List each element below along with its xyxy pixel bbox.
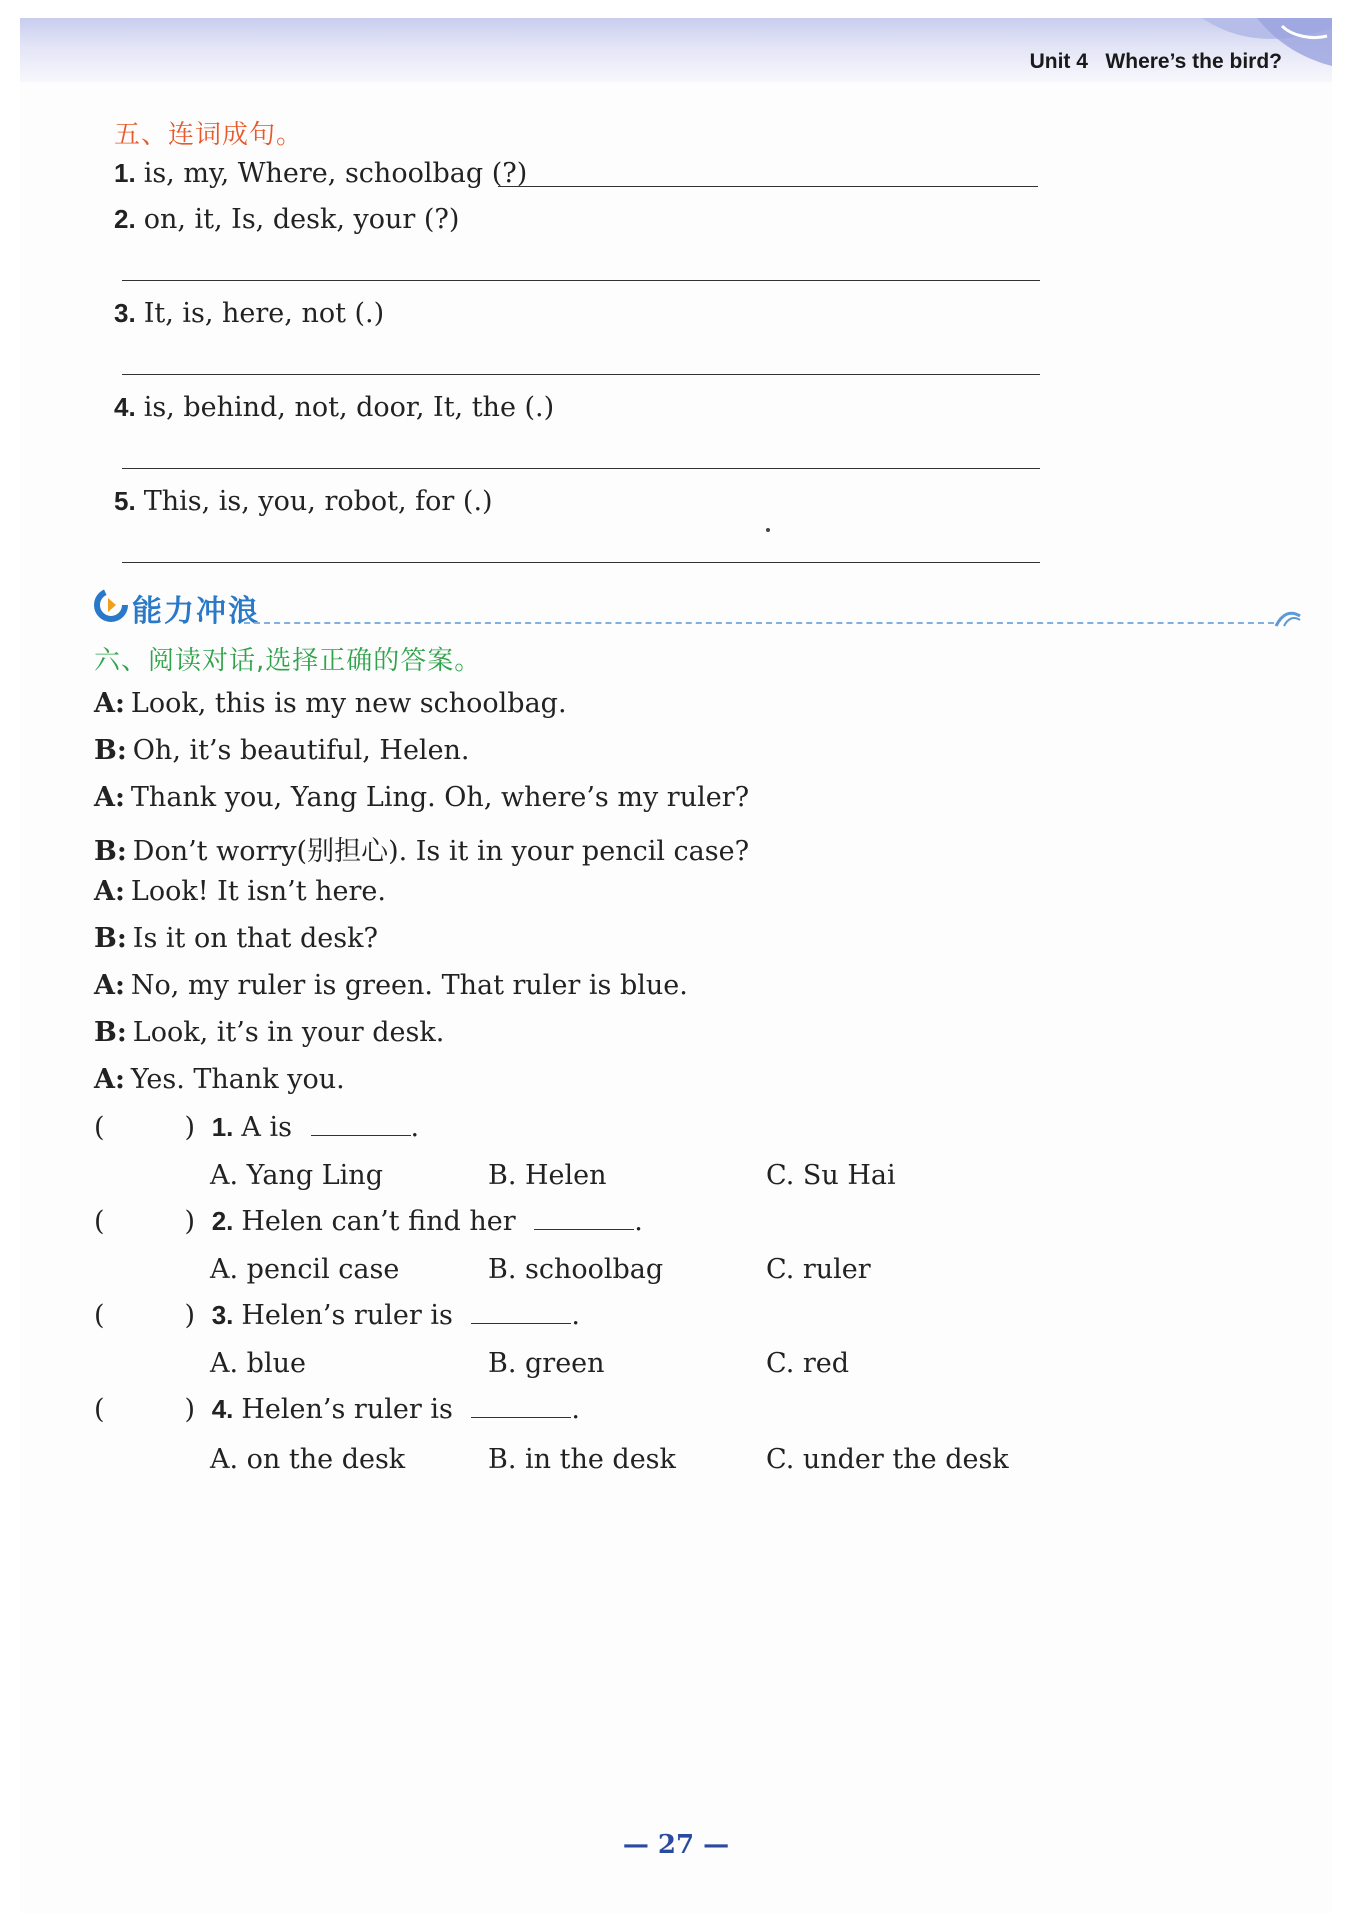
answer-line-3[interactable] xyxy=(122,374,1040,375)
header-band xyxy=(20,18,1332,82)
dialog-text: Look, it’s in your desk. xyxy=(132,1017,445,1048)
option-c[interactable]: C. ruler xyxy=(766,1254,871,1285)
answer-paren-open: ( xyxy=(94,1394,105,1425)
stray-dot xyxy=(766,528,770,532)
question-number: 2. xyxy=(211,1206,234,1236)
item-number: 2. xyxy=(114,204,136,234)
option-b[interactable]: B. in the desk xyxy=(488,1444,676,1475)
ability-surf-label: 能力冲浪 xyxy=(132,594,260,629)
answer-paren-close: ) xyxy=(184,1394,196,1425)
wave-icon xyxy=(1274,608,1302,628)
question-3 xyxy=(94,1300,580,1331)
dialog-text: Look! It isn’t here. xyxy=(130,876,386,907)
dialog-line xyxy=(94,1017,444,1048)
question-stem: Helen’s ruler is xyxy=(241,1300,453,1331)
question-stem: A is xyxy=(241,1112,292,1143)
option-b[interactable]: B. green xyxy=(488,1348,605,1379)
option-b[interactable]: B. schoolbag xyxy=(488,1254,664,1285)
speaker: B: xyxy=(94,836,127,867)
question-end: . xyxy=(410,1112,420,1143)
answer-paren-open: ( xyxy=(94,1206,105,1237)
sentence-item-2 xyxy=(114,204,459,235)
dialog-line xyxy=(94,970,688,1001)
dialog-line xyxy=(94,688,567,719)
speaker: A: xyxy=(94,688,125,719)
speaker: A: xyxy=(94,876,125,907)
question-blank[interactable] xyxy=(311,1113,411,1136)
page-number: — 27 — xyxy=(622,1830,730,1860)
question-end: . xyxy=(571,1394,581,1425)
sentence-item-5 xyxy=(114,486,493,517)
question-4 xyxy=(94,1394,580,1425)
answer-line-4[interactable] xyxy=(122,468,1040,469)
question-end: . xyxy=(571,1300,581,1331)
question-number: 1. xyxy=(211,1112,234,1142)
question-number: 4. xyxy=(211,1394,234,1424)
sentence-item-1 xyxy=(114,158,527,189)
answer-paren-close: ) xyxy=(184,1206,196,1237)
question-blank[interactable] xyxy=(471,1395,571,1418)
answer-line-5[interactable] xyxy=(122,562,1040,563)
dialog-text: Look, this is my new schoolbag. xyxy=(130,688,567,719)
ability-surf-header xyxy=(94,578,1314,638)
sentence-item-3 xyxy=(114,298,384,329)
question-blank[interactable] xyxy=(471,1301,571,1324)
question-1 xyxy=(94,1112,419,1143)
speaker: B: xyxy=(94,735,127,766)
dialog-line xyxy=(94,923,378,954)
dialog-text: Yes. Thank you. xyxy=(130,1064,345,1095)
answer-line-1[interactable] xyxy=(498,186,1038,187)
answer-paren-open: ( xyxy=(94,1112,105,1143)
question-stem: Helen can’t find her xyxy=(241,1206,516,1237)
dialog-text: Don’t worry(别担心). Is it in your pencil case? xyxy=(132,836,750,867)
item-number: 1. xyxy=(114,158,136,188)
option-b[interactable]: B. Helen xyxy=(488,1160,607,1191)
item-number: 5. xyxy=(114,486,136,516)
dialog-line xyxy=(94,1064,345,1095)
dialog-text: Oh, it’s beautiful, Helen. xyxy=(132,735,470,766)
speaker: A: xyxy=(94,782,125,813)
question-number: 3. xyxy=(211,1300,234,1330)
option-a[interactable]: A. Yang Ling xyxy=(210,1160,383,1191)
workbook-page xyxy=(20,18,1332,1913)
dialog-text: No, my ruler is green. That ruler is blue. xyxy=(130,970,688,1001)
unit-title: Unit 4 Where’s the bird? xyxy=(1029,50,1282,73)
question-2 xyxy=(94,1206,643,1237)
dialog-text: Is it on that desk? xyxy=(132,923,378,954)
dialog-line xyxy=(94,876,386,907)
item-words: is, behind, not, door, It, the (.) xyxy=(143,392,555,423)
dashed-divider xyxy=(244,622,1274,624)
speaker: B: xyxy=(94,1017,127,1048)
answer-paren-open: ( xyxy=(94,1300,105,1331)
item-words: It, is, here, not (.) xyxy=(143,298,385,329)
question-blank[interactable] xyxy=(534,1207,634,1230)
option-a[interactable]: A. on the desk xyxy=(210,1444,406,1475)
speaker: B: xyxy=(94,923,127,954)
item-words: This, is, you, robot, for (.) xyxy=(143,486,493,517)
section5-title: 五、连词成句。 xyxy=(114,120,304,150)
option-a[interactable]: A. pencil case xyxy=(210,1254,400,1285)
question-end: . xyxy=(634,1206,643,1237)
speaker: A: xyxy=(94,970,125,1001)
speaker: A: xyxy=(94,1064,125,1095)
question-stem: Helen’s ruler is xyxy=(241,1394,453,1425)
section6-title: 六、阅读对话,选择正确的答案。 xyxy=(94,646,482,676)
item-number: 3. xyxy=(114,298,136,328)
option-a[interactable]: A. blue xyxy=(210,1348,306,1379)
dialog-text: Thank you, Yang Ling. Oh, where’s my ruler? xyxy=(130,782,750,813)
dialog-line xyxy=(94,782,749,813)
answer-line-2[interactable] xyxy=(122,280,1040,281)
option-c[interactable]: C. under the desk xyxy=(766,1444,1009,1475)
item-words: is, my, Where, schoolbag (?) xyxy=(143,158,528,189)
answer-paren-close: ) xyxy=(184,1112,196,1143)
item-number: 4. xyxy=(114,392,136,422)
dialog-line xyxy=(94,829,749,868)
option-c[interactable]: C. Su Hai xyxy=(766,1160,896,1191)
dialog-line xyxy=(94,735,470,766)
item-words: on, it, Is, desk, your (?) xyxy=(143,204,460,235)
sentence-item-4 xyxy=(114,392,554,423)
answer-paren-close: ) xyxy=(184,1300,196,1331)
surf-logo-icon xyxy=(94,588,128,622)
option-c[interactable]: C. red xyxy=(766,1348,850,1379)
